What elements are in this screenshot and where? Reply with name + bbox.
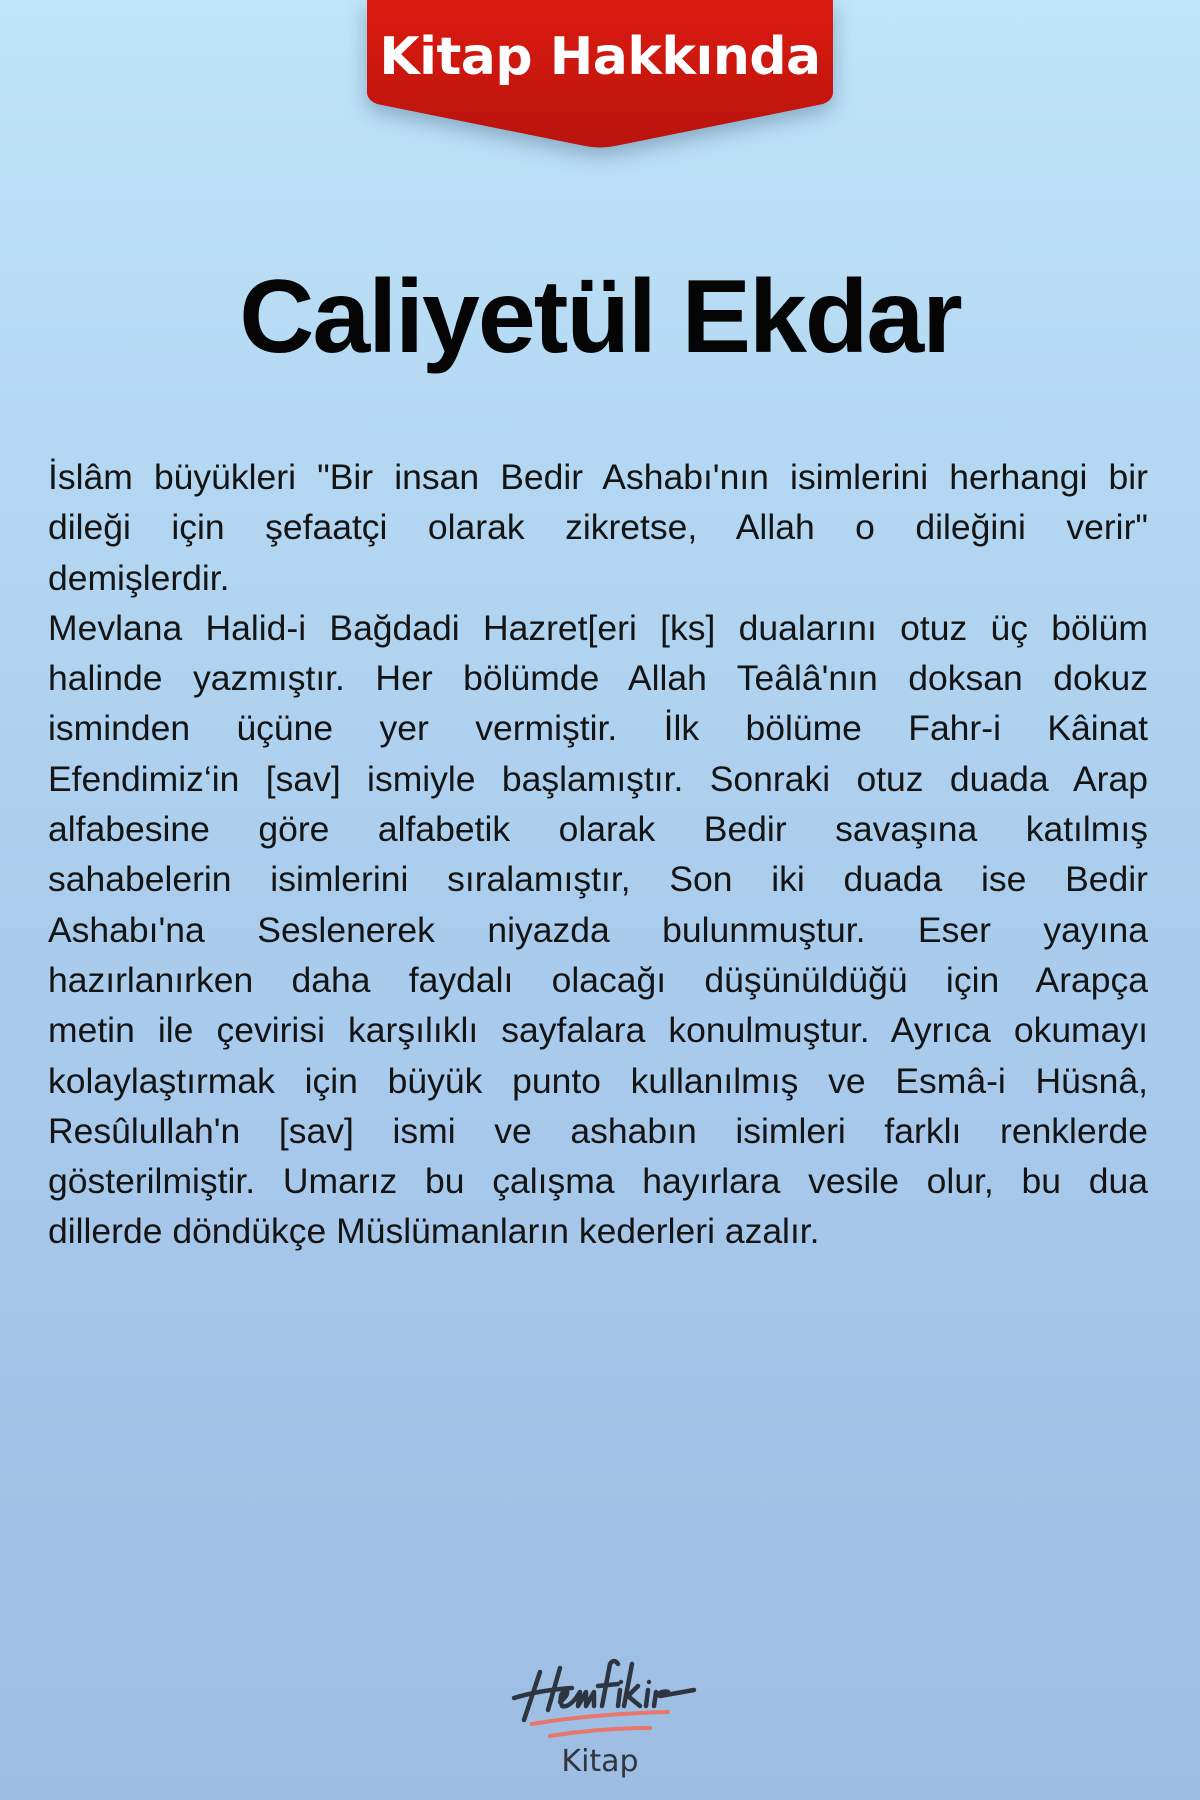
banner-label: Kitap Hakkında: [379, 27, 821, 87]
description-line: dileği için şefaatçi olarak zikretse, Allah o dileğini verir": [48, 507, 1148, 548]
description-line: Efendimiz‘in [sav] ismiyle başlamıştır. Sonraki otuz duada Arap: [48, 758, 1148, 799]
description-line: isminden üçüne yer vermiştir. İlk bölüme Fahr-i Kâinat: [48, 708, 1148, 749]
description-line: dillerde döndükçe Müslümanların kederleri azalır.: [48, 1211, 820, 1252]
book-description: [48, 452, 1148, 1257]
description-line: alfabesine göre alfabetik olarak Bedir savaşına katılmış: [48, 809, 1148, 850]
description-line: İslâm büyükleri "Bir insan Bedir Ashabı'nın isimlerini herhangi bir: [48, 457, 1148, 497]
description-line: kolaylaştırmak için büyük punto kullanılmış ve Esmâ-i Hüsnâ,: [48, 1060, 1148, 1101]
description-line: gösterilmiştir. Umarız bu çalışma hayırlara vesile olur, bu dua: [48, 1161, 1148, 1202]
header-banner: [365, 0, 835, 150]
logo-subtitle: Kitap: [561, 1744, 639, 1779]
description-line: demişlerdir.: [48, 557, 230, 598]
description-line: Ashabı'na Seslenerek niyazda bulunmuştur. Eser yayına: [48, 909, 1148, 950]
publisher-logo: [490, 1650, 710, 1780]
description-line: Mevlana Halid-i Bağdadi Hazret[eri [ks] dualarını otuz üç bölüm: [48, 607, 1148, 648]
description-line: Resûlullah'n [sav] ismi ve ashabın isimleri farklı renklerde: [48, 1110, 1148, 1151]
description-line: metin ile çevirisi karşılıklı sayfalara konulmuştur. Ayrıca okumayı: [48, 1010, 1148, 1051]
hemfikir-script-icon: [510, 1650, 700, 1745]
description-line: hazırlanırken daha faydalı olacağı düşünüldüğü için Arapça: [48, 959, 1148, 1000]
description-line: sahabelerin isimlerini sıralamıştır, Son iki duada ise Bedir: [48, 859, 1148, 900]
description-line: halinde yazmıştır. Her bölümde Allah Teâlâ'nın doksan dokuz: [48, 658, 1148, 699]
book-title: Caliyetül Ekdar: [239, 259, 961, 375]
